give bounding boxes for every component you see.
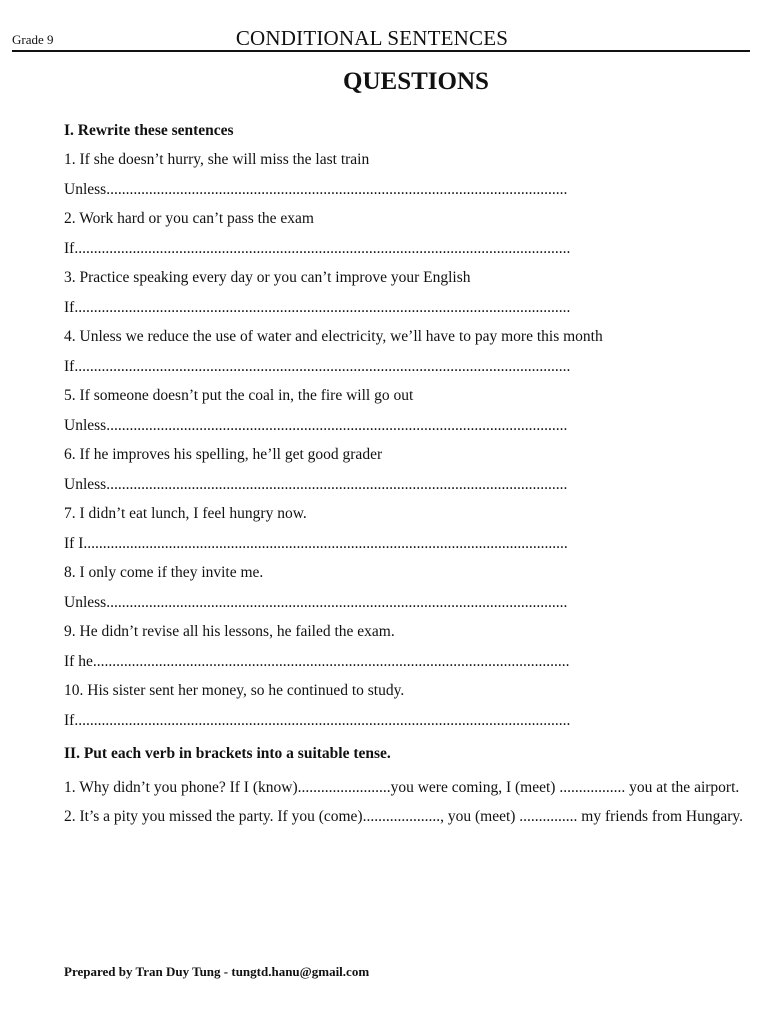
question-line: 10. His sister sent her money, so he continued to study. bbox=[64, 682, 405, 699]
document-header-title: CONDITIONAL SENTENCES bbox=[235, 26, 509, 50]
question-line: 4. Unless we reduce the use of water and electricity, we’ll have to pay more this month bbox=[64, 328, 603, 345]
header-divider bbox=[12, 50, 750, 52]
answer-line: If I............................................................................................................................. bbox=[64, 534, 568, 552]
question-line: 1. If she doesn’t hurry, she will miss the last train bbox=[64, 151, 370, 168]
grade-label: Grade 9 bbox=[12, 32, 54, 47]
answer-line: Unless....................................................................................................................... bbox=[64, 593, 568, 611]
worksheet-content bbox=[64, 120, 744, 831]
answer-line: Unless....................................................................................................................... bbox=[64, 180, 568, 198]
section-rewrite bbox=[64, 120, 744, 739]
exercise-item: 1. Why didn’t you phone? If I (know)........................you were coming, I (meet) ................. you at the airport. bbox=[64, 779, 740, 796]
answer-line: If................................................................................................................................ bbox=[64, 711, 571, 729]
question-line: 5. If someone doesn’t put the coal in, the fire will go out bbox=[64, 387, 414, 404]
page-title: QUESTIONS bbox=[343, 68, 489, 95]
answer-line: If................................................................................................................................ bbox=[64, 298, 571, 316]
exercise-item: 2. It’s a pity you missed the party. If you (come)...................., you (meet) ............... my friends from Hungary. bbox=[64, 808, 743, 825]
section-verb-tense bbox=[64, 743, 744, 831]
question-line: 7. I didn’t eat lunch, I feel hungry now. bbox=[64, 505, 307, 522]
answer-line: Unless....................................................................................................................... bbox=[64, 475, 568, 493]
question-line: 6. If he improves his spelling, he’ll get good grader bbox=[64, 446, 383, 463]
question-line: 3. Practice speaking every day or you can’t improve your English bbox=[64, 269, 471, 286]
answer-line: If................................................................................................................................ bbox=[64, 357, 571, 375]
answer-line: If................................................................................................................................ bbox=[64, 239, 571, 257]
question-line: 9. He didn’t revise all his lessons, he failed the exam. bbox=[64, 623, 395, 640]
section-heading-rewrite: I. Rewrite these sentences bbox=[64, 122, 234, 139]
question-line: 2. Work hard or you can’t pass the exam bbox=[64, 210, 314, 227]
footer-credit: Prepared by Tran Duy Tung - tungtd.hanu@gmail.com bbox=[64, 964, 370, 979]
question-line: 8. I only come if they invite me. bbox=[64, 564, 264, 581]
answer-line: If he........................................................................................................................... bbox=[64, 652, 570, 670]
answer-line: Unless....................................................................................................................... bbox=[64, 416, 568, 434]
section-heading-verb-tense: II. Put each verb in brackets into a suitable tense. bbox=[64, 745, 391, 762]
